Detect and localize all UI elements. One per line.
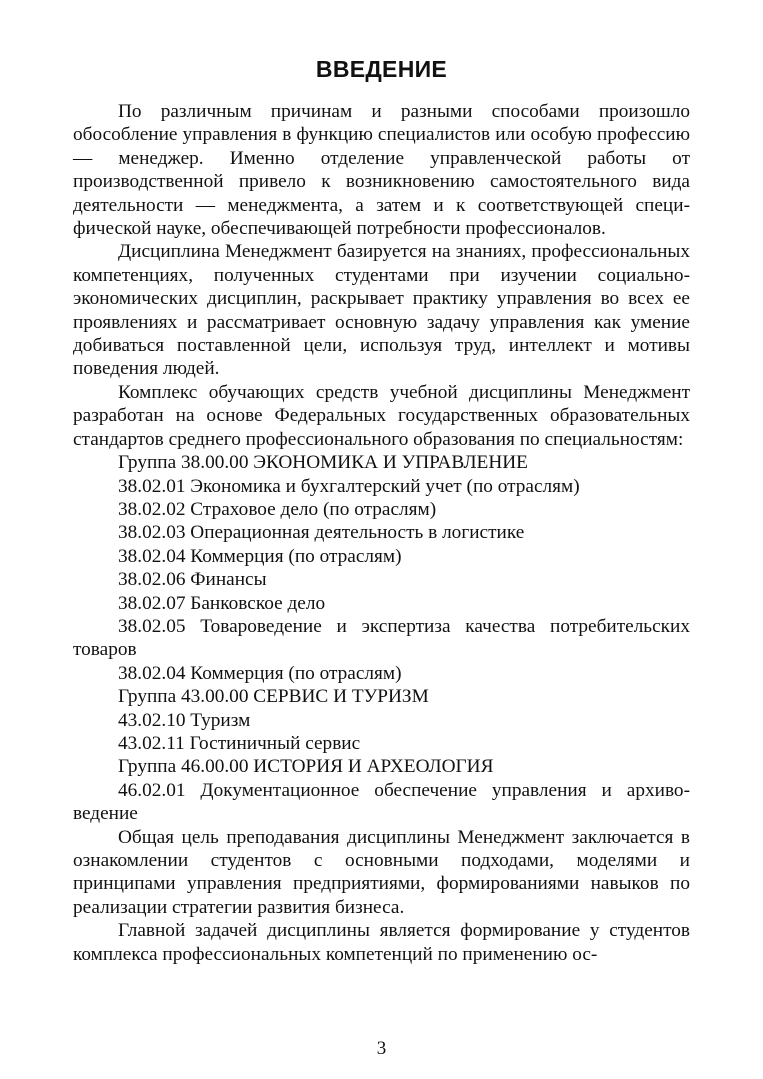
paragraph: По различным причинам и разными способами произошло обособление управления в функцию специалистов или особую профессию — менеджер. Именно отделение управленческой работы от производственной привело к возникновению самостоятельного вида деятельности — менеджмента, а затем и к соответствующей специфической науке, обеспечивающей потребности профессионалов.: [73, 101, 690, 240]
specialty-group-heading: Группа 38.00.00 ЭКОНОМИКА И УПРАВЛЕНИЕ: [118, 452, 528, 474]
specialty-item: 46.02.01 Документационное обеспечение управления и архивоведение: [73, 779, 690, 825]
specialty-item: 38.02.06 Финансы: [118, 569, 267, 591]
paragraph: Главной задачей дисциплины является формирование у студентов комплекса профессиональных компетенций по применению ос-: [73, 920, 690, 965]
specialty-group-heading: Группа 46.00.00 ИСТОРИЯ И АРХЕОЛОГИЯ: [118, 756, 494, 778]
page-number: 3: [376, 1038, 387, 1059]
specialty-item: 38.02.01 Экономика и бухгалтерский учет (по отраслям): [118, 475, 580, 497]
specialty-item: 38.02.04 Коммерция (по отраслям): [118, 662, 402, 684]
specialty-item: 38.02.02 Страховое дело (по отраслям): [118, 498, 437, 520]
specialty-item: 38.02.03 Операционная деятельность в логистике: [118, 522, 525, 544]
paragraph: Общая цель преподавания дисциплины Менеджмент заключается в ознакомлении студентов с основными подходами, моделями и принципами управления предприятиями, формированиями навыков по реализации стратегии развития бизнеса.: [73, 826, 690, 918]
paragraph: Дисциплина Менеджмент базируется на знаниях, профессиональных компетенциях, полученных студентами при изучении социально-экономических дисциплин, раскрывает практику управления во всех ее проявлениях и рассматривает основную задачу управления как умение добиваться поставленной цели, используя труд, интеллект и мотивы поведения людей.: [73, 241, 690, 380]
paragraph: Комплекс обучающих средств учебной дисциплины Менеджмент разработан на основе Федеральных государственных образовательных стандартов среднего профессионального образования по специальностям:: [73, 381, 690, 450]
specialty-item: 43.02.11 Гостиничный сервис: [118, 732, 361, 754]
specialty-item: 38.02.05 Товароведение и экспертиза качества потребительских товаров: [73, 615, 690, 661]
specialty-item: 38.02.07 Банковское дело: [118, 592, 326, 614]
page-title: ВВЕДЕНИЕ: [315, 56, 448, 82]
specialty-group-heading: Группа 43.00.00 СЕРВИС И ТУРИЗМ: [118, 686, 429, 708]
specialty-item: 43.02.10 Туризм: [118, 709, 251, 731]
document-body: [73, 100, 690, 966]
specialty-item: 38.02.04 Коммерция (по отраслям): [118, 545, 402, 567]
